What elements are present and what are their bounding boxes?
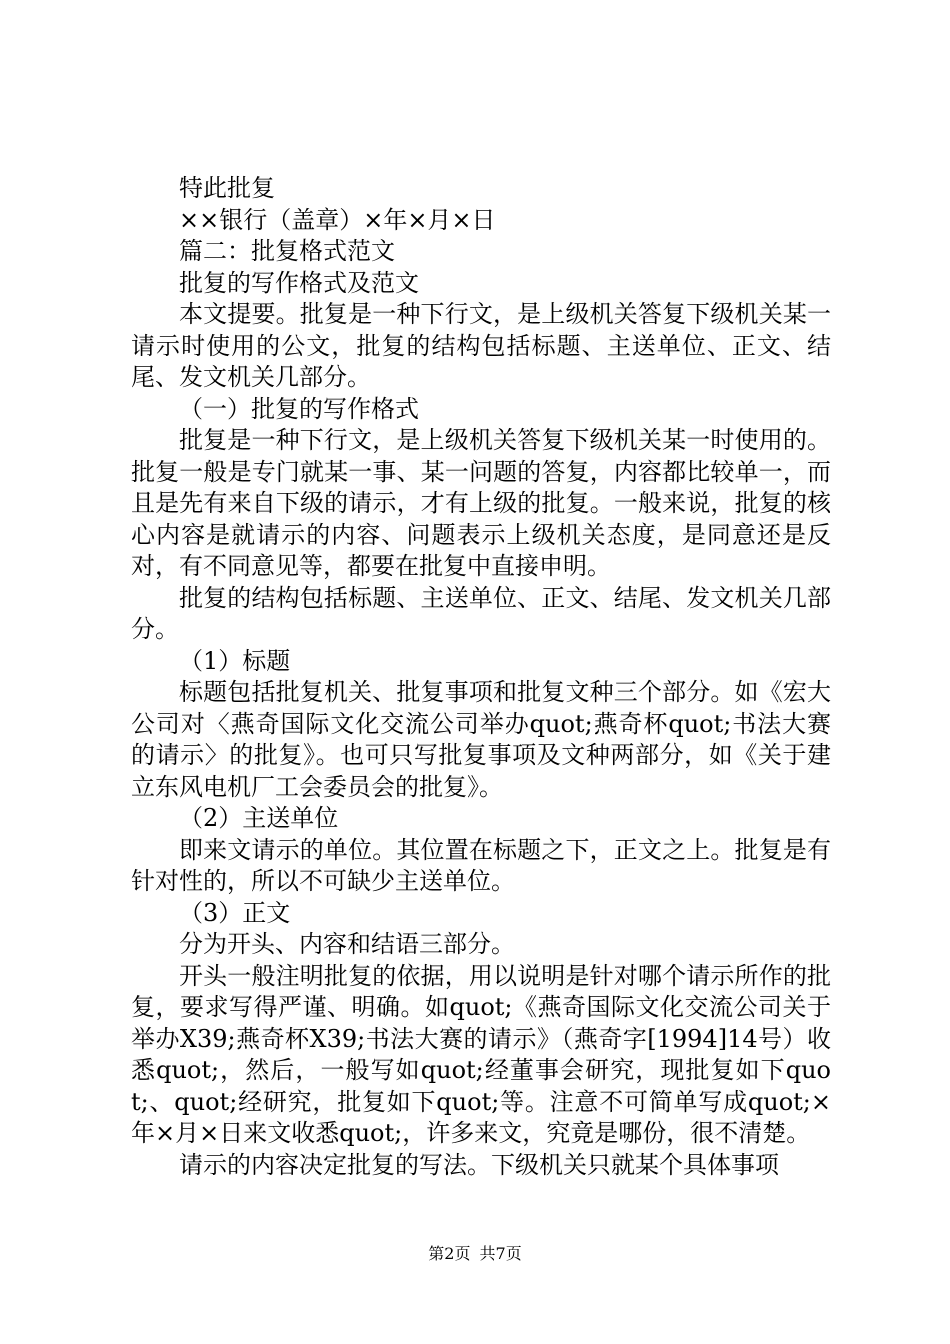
paragraph-opening: 开头一般注明批复的依据，用以说明是针对哪个请示所作的批复，要求写得严谨、明确。如quot;《燕奇国际文化交流公司关于举办X39;燕奇杯X39;书法大赛的请示》（燕奇字[1994]14号）收悉quot;，然后，一般写如quot;经董事会研究，现批复如下quot;、quot;经研究，批复如下quot;等。注意不可简单写成quot;×年×月×日来文收悉quot;，许多来文，究竟是哪份，很不清楚。 [131, 961, 831, 1147]
heading-format: （一）批复的写作格式 [179, 394, 419, 423]
paragraph-content: 请示的内容决定批复的写法。下级机关只就某个具体事项 [179, 1150, 779, 1179]
section-title: 篇二：批复格式范文 [179, 237, 395, 265]
paragraph-summary: 本文提要。批复是一种下行文，是上级机关答复下级机关某一请示时使用的公文，批复的结构包括标题、主送单位、正文、结尾、发文机关几部分。 [131, 300, 831, 391]
heading-title: （1）标题 [179, 646, 291, 675]
document-body [131, 173, 831, 1181]
paragraph-title-desc: 标题包括批复机关、批复事项和批复文种三个部分。如《宏大公司对〈燕奇国际文化交流公司举办quot;燕奇杯quot;书法大赛的请示〉的批复》。也可只写批复事项及文种两部分，如《关于建立东风电机厂工会委员会的批复》。 [131, 678, 831, 801]
paragraph-body-parts: 分为开头、内容和结语三部分。 [179, 930, 515, 958]
paragraph-signature: ××银行（盖章）×年×月×日 [179, 205, 496, 234]
paragraph-closing: 特此批复 [179, 174, 275, 202]
article-title: 批复的写作格式及范文 [179, 268, 419, 297]
paragraph-definition: 批复是一种下行文，是上级机关答复下级机关某一时使用的。批复一般是专门就某一事、某一问题的答复，内容都比较单一，而且是先有来自下级的请示，才有上级的批复。一般来说，批复的核心内容是就请示的内容、问题表示上级机关态度，是同意还是反对，有不同意见等，都要在批复中直接申明。 [131, 426, 831, 580]
paragraph-structure: 批复的结构包括标题、主送单位、正文、结尾、发文机关几部分。 [131, 583, 831, 643]
page-footer [0, 1244, 950, 1264]
heading-body: （3）正文 [179, 898, 291, 927]
paragraph-recipient-desc: 即来文请示的单位。其位置在标题之下，正文之上。批复是有针对性的，所以不可缺少主送单位。 [131, 835, 831, 895]
page-number: 第2页 [428, 1244, 471, 1263]
page-total: 共7页 [479, 1244, 522, 1263]
heading-recipient: （2）主送单位 [179, 804, 339, 832]
